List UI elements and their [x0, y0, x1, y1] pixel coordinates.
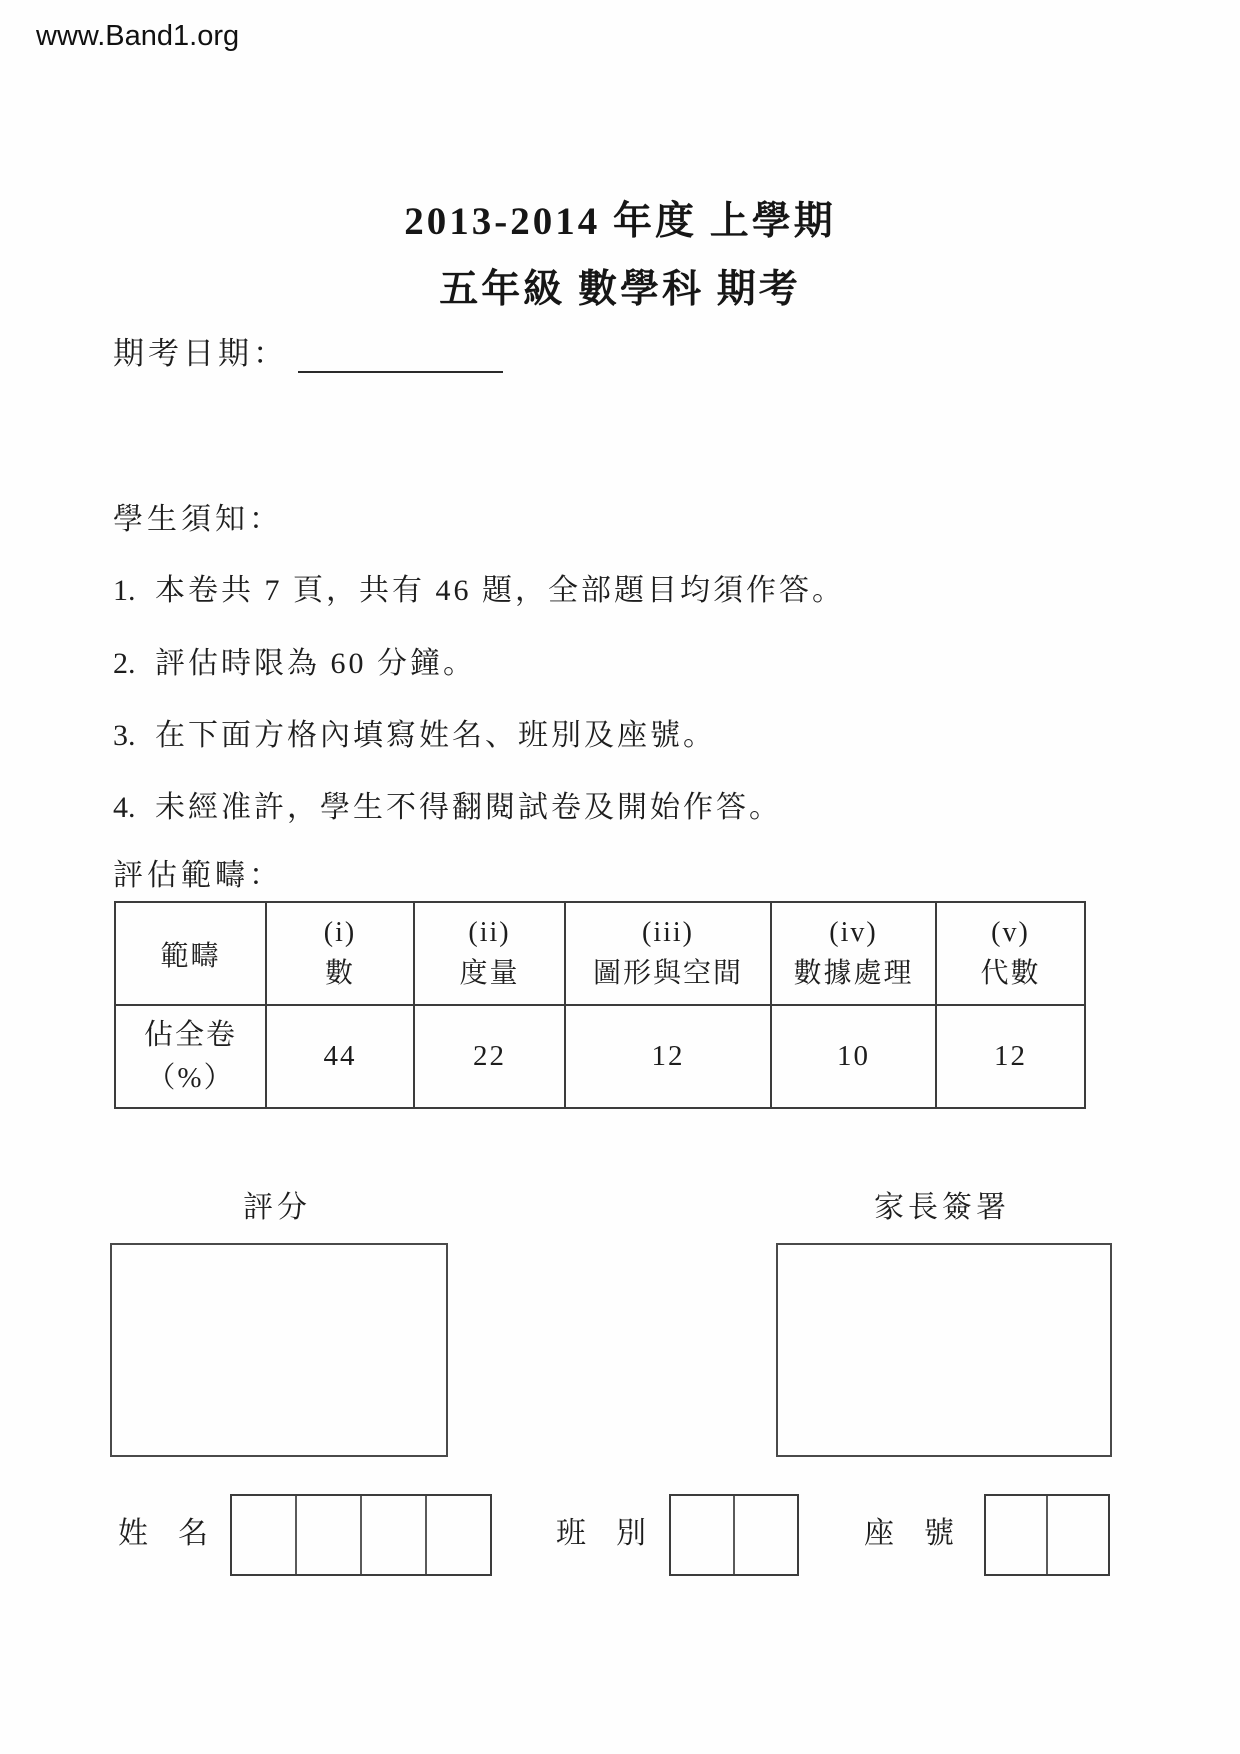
header-cell-data-handling — [771, 902, 936, 1005]
assessment-scope-table — [114, 901, 1086, 1109]
class-label: 班 別 — [556, 1517, 646, 1550]
name-cell — [427, 1496, 490, 1574]
student-notes-heading: 學生須知： — [113, 503, 283, 536]
instruction-item-4 — [113, 782, 782, 826]
header-cell-text: 數 — [324, 957, 355, 989]
header-cell-text: 範疇 — [160, 940, 221, 972]
header-cell-measures — [414, 902, 565, 1005]
seat-number-label: 座 號 — [864, 1517, 954, 1550]
instruction-item-1 — [113, 565, 845, 609]
site-watermark: www.Band1.org — [36, 20, 240, 52]
instruction-text: 在下面方格內填寫姓名、班別及座號。 — [155, 719, 716, 752]
data-cell-measures-pct: 22 — [414, 1005, 565, 1108]
name-cell — [297, 1496, 362, 1574]
header-cell-shape-space — [565, 902, 771, 1005]
header-cell-roman: (iv) — [829, 916, 878, 948]
header-cell-text: 數據處理 — [793, 957, 914, 989]
class-cell — [735, 1496, 797, 1574]
instruction-number: 3. — [113, 719, 136, 752]
seat-number-input-cells — [984, 1494, 1110, 1576]
class-cell — [671, 1496, 735, 1574]
page-title-subject: 五年級 數學科 期考 — [439, 268, 801, 311]
name-cell — [362, 1496, 427, 1574]
header-cell-roman: (i) — [323, 916, 357, 948]
data-cell-label-text: 佔全卷 — [143, 1019, 237, 1052]
header-cell-category — [115, 902, 266, 1005]
table-header-row — [115, 902, 1085, 1005]
header-cell-text: 代數 — [980, 957, 1041, 989]
data-cell-algebra-pct: 12 — [936, 1005, 1085, 1108]
instruction-number: 1. — [113, 574, 136, 607]
assessment-scope-heading: 評估範疇： — [113, 859, 283, 892]
page-title-year: 2013-2014 年度 上學期 — [404, 200, 836, 243]
exam-date-label: 期考日期： — [113, 336, 288, 371]
instruction-item-2 — [113, 638, 476, 682]
header-cell-algebra — [936, 902, 1085, 1005]
table-data-row — [115, 1005, 1085, 1108]
parent-signature-label: 家長簽署 — [874, 1191, 1010, 1224]
header-cell-roman: (v) — [991, 916, 1030, 948]
seat-cell — [986, 1496, 1048, 1574]
score-label: 評分 — [243, 1191, 311, 1224]
instruction-item-3 — [113, 710, 716, 754]
header-cell-roman: (iii) — [642, 916, 694, 948]
instruction-number: 4. — [113, 791, 136, 824]
exam-date-line — [113, 328, 503, 373]
header-cell-number — [266, 902, 414, 1005]
data-cell-label — [115, 1005, 266, 1108]
instruction-text: 評估時限為 60 分鐘。 — [155, 647, 476, 680]
instruction-text: 本卷共 7 頁，共有 46 題，全部題目均須作答。 — [155, 574, 845, 607]
score-box — [110, 1243, 448, 1457]
seat-cell — [1048, 1496, 1108, 1574]
header-cell-roman: (ii) — [468, 916, 511, 948]
instruction-text: 未經准許，學生不得翻閱試卷及開始作答。 — [155, 791, 782, 824]
header-cell-text: 度量 — [459, 957, 520, 989]
instruction-number: 2. — [113, 647, 136, 680]
exam-date-blank-line — [298, 337, 503, 373]
class-input-cells — [669, 1494, 799, 1576]
data-cell-data-handling-pct: 10 — [771, 1005, 936, 1108]
data-cell-label-text: （%） — [146, 1061, 235, 1094]
name-input-cells — [230, 1494, 492, 1576]
parent-signature-box — [776, 1243, 1112, 1457]
name-cell — [232, 1496, 297, 1574]
data-cell-number-pct: 44 — [266, 1005, 414, 1108]
data-cell-shape-space-pct: 12 — [565, 1005, 771, 1108]
name-label: 姓 名 — [118, 1517, 208, 1550]
header-cell-text: 圖形與空間 — [592, 957, 743, 989]
